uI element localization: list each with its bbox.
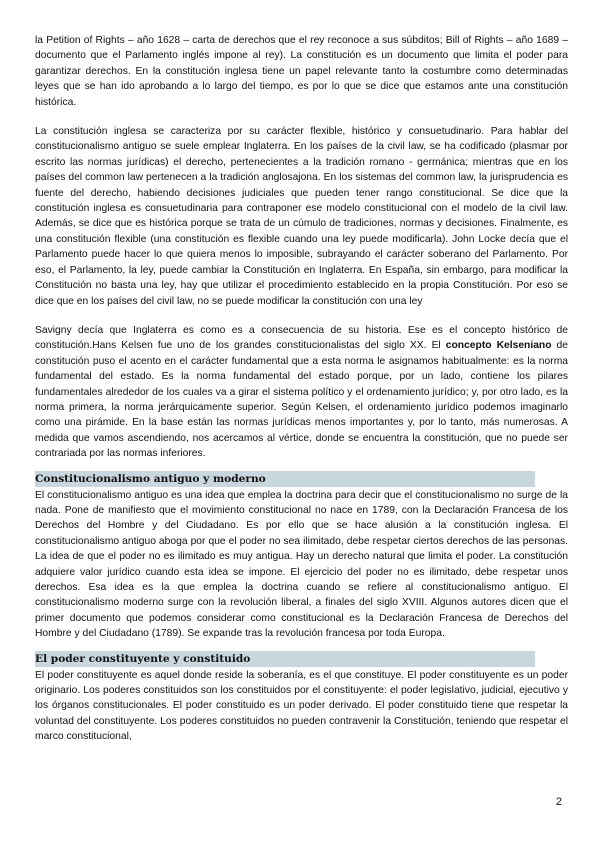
section-heading-poder-constituyente: El poder constituyente y constituido [35, 651, 535, 667]
section-heading-constitucionalismo: Constitucionalismo antiguo y moderno [35, 471, 535, 487]
kelsen-text-after: de constitución puso el acento en el carácter fundamental que a esta norma le asignamos habitualmente: es la norma fundamental del estado. Es la norma fundamental del estado porque, por un lado, contiene los pilares fundamentales alrededor de los cuales va a girar el sistema político y el ordenamiento jurídico; y, por otro lado, es la norma primera, la norma jerárquicamente superior. Según Kelsen, el ordenamiento jurídico podemos imaginarlo como una pirámide. En la base están las normas jurídicas menos importantes y, por lo tanto, más numerosas. A medida que vamos ascendiendo, nos acercamos al vértice, donde se encuentra la constitución, que no puede ser contrariada por las normas inferiores. [35, 340, 569, 460]
paragraph-spacer [35, 309, 568, 323]
paragraph-kelsen [35, 323, 568, 462]
kelsen-text-before: Savigny decía que Inglaterra es como es a consecuencia de su historia. Ese es el concepto histórico de constitución.Hans Kelsen fue uno de los grandes constitucionalistas del siglo XX. El [35, 324, 568, 352]
kelsen-bold-term: concepto Kelseniano [445, 340, 552, 352]
paragraph-spacer [35, 110, 568, 124]
paragraph-constitucionalismo-antiguo: El constitucionalismo antiguo es una idea que emplea la doctrina para decir que el constitucionalismo no surge de la nada. Pone de manifiesto que el movimiento constitucional no nace en 1789, con la Declaración Francesa de los Derechos del Hombre y del Ciudadano. Es por ello que se hace alusión a la constitución inglesa. El constitucionalismo antiguo aboga por que el poder no sea ilimitado, debe respetar ciertos derechos de las personas. La idea de que el poder no es ilimitado es muy antigua. Hay un derecho natural que limita el poder. La constitución adquiere valor jurídico cuando esta idea se impone. El ejercicio del poder no es ilimitado, debe respetar unos derechos. Esa idea es la que emplea la doctrina cuando se refiere al constitucionalismo antiguo. El constitucionalismo moderno surge con la revolución liberal, a finales del siglo XVIII. Algunos autores dicen que el primer documento que podemos considerar como constitucional es la Declaración Francesa de Derechos del Hombre y del Ciudadano (1789). Se expande tras la revolución francesa por toda Europa. [35, 489, 568, 640]
page-number: 2 [555, 796, 562, 808]
paragraph-constitucion-inglesa: La constitución inglesa se caracteriza por su carácter flexible, histórico y consuetudinario. Para hablar del constitucionalismo antiguo se suele emplear Inglaterra. En los países de la civil law, se ha codificado (plasmar por escrito las normas jurídicas) el derecho, pertenecientes a la tradición romano - germánica; mientras que en los países del common law pertenecen a la tradición anglosajona. En los sistemas del common law, la jurisprudencia es fuente del derecho, habiendo decisiones judiciales que pueden tener rango constitucional. Se dice que la constitución inglesa es consuetudinaria para contraponer ese modelo constitucional con el modelo de la civil law. Además, se dice que es histórica porque se trata de un cúmulo de tradiciones, normas y decisiones. Finalmente, es una constitución flexible (una constitución es flexible cuando una ley puede modificarla). John Locke decía que el Parlamento puede hacer lo que quiera menos lo imposible, subrayando el carácter soberano del Parlamento. Por eso, el Parlamento, la ley, puede cambiar la Constitución en Inglaterra. En España, sin embargo, para modificar la Constitución no basta una ley, hay que utilizar el procedimiento establecido en la propia Constitución. Por eso se dice que en los países del civil law, no se puede modificar la constitución con una ley [35, 126, 568, 307]
paragraph-petition-of-rights: la Petition of Rights – año 1628 – carta de derechos que el rey reconoce a sus súbditos; Bill of Rights – año 1689 – documento que el Parlamento inglés impone al rey). La constitución es un documento que limita el poder para garantizar derechos. En la constitución inglesa tiene un papel relevante tanto la costumbre como determinadas leyes que se han ido aprobando a lo largo del tiempo, es por lo que se dice que estamos ante una constitución histórica. [35, 35, 568, 108]
paragraph-poder-constituyente: El poder constituyente es aquel donde reside la soberanía, es el que constituye. El poder constituyente es un poder originario. Los poderes constituidos son los constituidos por el constituyente: el poder legislativo, judicial, ejecutivo y los órganos constitucionales. El poder constituido es un poder derivado. El poder constituido tiene que respetar la voluntad del constituyente. Los poderes constituidos no pueden contravenir la Constitución, teniendo que respetar el marco constitucional, [35, 669, 568, 743]
